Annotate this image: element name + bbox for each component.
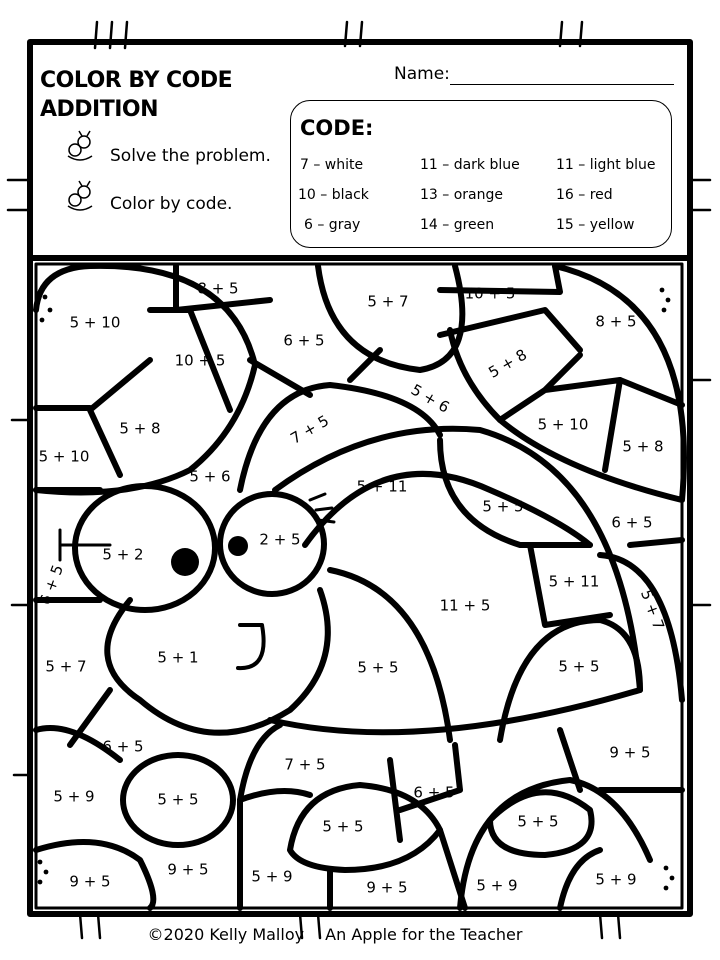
- code-item: 15 – yellow: [556, 217, 635, 233]
- problem-label: 5 + 11: [548, 572, 600, 591]
- problem-label: 5 + 5: [558, 657, 600, 676]
- problem-label: 5 + 11: [356, 477, 408, 496]
- code-item: 10 – black: [298, 187, 369, 203]
- problem-label: 6 + 5: [36, 562, 68, 608]
- problem-label: 5 + 10: [69, 313, 121, 332]
- problem-label: 7 + 5: [287, 411, 333, 448]
- problem-label: 5 + 7: [367, 292, 409, 311]
- problem-label: 5 + 5: [322, 817, 364, 836]
- problem-label: 7 + 5: [284, 755, 326, 774]
- problem-label: 10 + 5: [174, 351, 226, 370]
- problem-label: 5 + 6: [407, 380, 453, 417]
- problem-label: 5 + 5: [357, 658, 399, 677]
- bug-icon: [62, 128, 98, 164]
- title-line-1: COLOR BY CODE: [40, 68, 233, 93]
- problem-label: 6 + 5: [283, 331, 325, 350]
- problem-label: 5 + 9: [53, 787, 95, 806]
- worksheet-title: [40, 66, 232, 124]
- problem-label: 5 + 1: [157, 648, 199, 667]
- problem-label: 8 + 5: [595, 312, 637, 331]
- code-item: 16 – red: [556, 187, 613, 203]
- problem-label: 10 + 5: [464, 284, 516, 303]
- problem-label: 5 + 9: [595, 870, 637, 889]
- code-item: 6 – gray: [304, 217, 361, 233]
- problem-label: 6 + 5: [102, 737, 144, 756]
- code-item: 7 – white: [300, 157, 364, 173]
- problem-label: 2 + 5: [259, 530, 301, 549]
- problem-label: 5 + 8: [622, 437, 664, 456]
- problem-label: 5 + 6: [189, 467, 231, 486]
- problem-label: 8 + 5: [197, 279, 239, 298]
- problem-labels: [36, 280, 668, 897]
- brand-text: An Apple for the Teacher: [325, 925, 523, 944]
- bug-right-eye-icon: [228, 536, 248, 556]
- code-item: 11 – dark blue: [420, 157, 520, 173]
- bug-icon: [62, 178, 98, 214]
- code-item: 13 – orange: [420, 187, 503, 203]
- problem-label: 9 + 5: [366, 878, 408, 897]
- problem-label: 5 + 9: [251, 867, 293, 886]
- bug-left-eye-icon: [171, 548, 199, 576]
- problem-label: 5 + 5: [517, 812, 559, 831]
- problem-label: 5 + 2: [102, 545, 144, 564]
- code-item: 11 – light blue: [556, 157, 656, 173]
- copyright-text: ©2020 Kelly Malloy: [147, 925, 305, 944]
- problem-label: 5 + 8: [485, 345, 531, 382]
- code-item: 14 – green: [420, 217, 495, 233]
- problem-label: 5 + 10: [537, 415, 589, 434]
- problem-label: 6 + 5: [413, 783, 455, 802]
- name-field[interactable]: [450, 84, 674, 85]
- problem-label: 11 + 5: [439, 596, 491, 615]
- title-line-2: ADDITION: [40, 97, 159, 122]
- step-1-text: Solve the problem.: [110, 146, 271, 166]
- problem-label: 6 + 5: [611, 513, 653, 532]
- problem-label: 9 + 5: [69, 872, 111, 891]
- footer: [0, 925, 670, 944]
- problem-label: 5 + 7: [636, 587, 668, 633]
- code-title: CODE:: [300, 116, 374, 140]
- problem-label: 9 + 5: [609, 743, 651, 762]
- step-2-text: Color by code.: [110, 194, 233, 214]
- problem-label: 5 + 9: [476, 876, 518, 895]
- problem-label: 5 + 5: [157, 790, 199, 809]
- problem-label: 5 + 10: [38, 447, 90, 466]
- problem-label: 5 + 5: [482, 497, 524, 516]
- problem-label: 5 + 7: [45, 657, 87, 676]
- name-label: Name:: [394, 64, 450, 84]
- problem-label: 5 + 8: [119, 419, 161, 438]
- problem-label: 9 + 5: [167, 860, 209, 879]
